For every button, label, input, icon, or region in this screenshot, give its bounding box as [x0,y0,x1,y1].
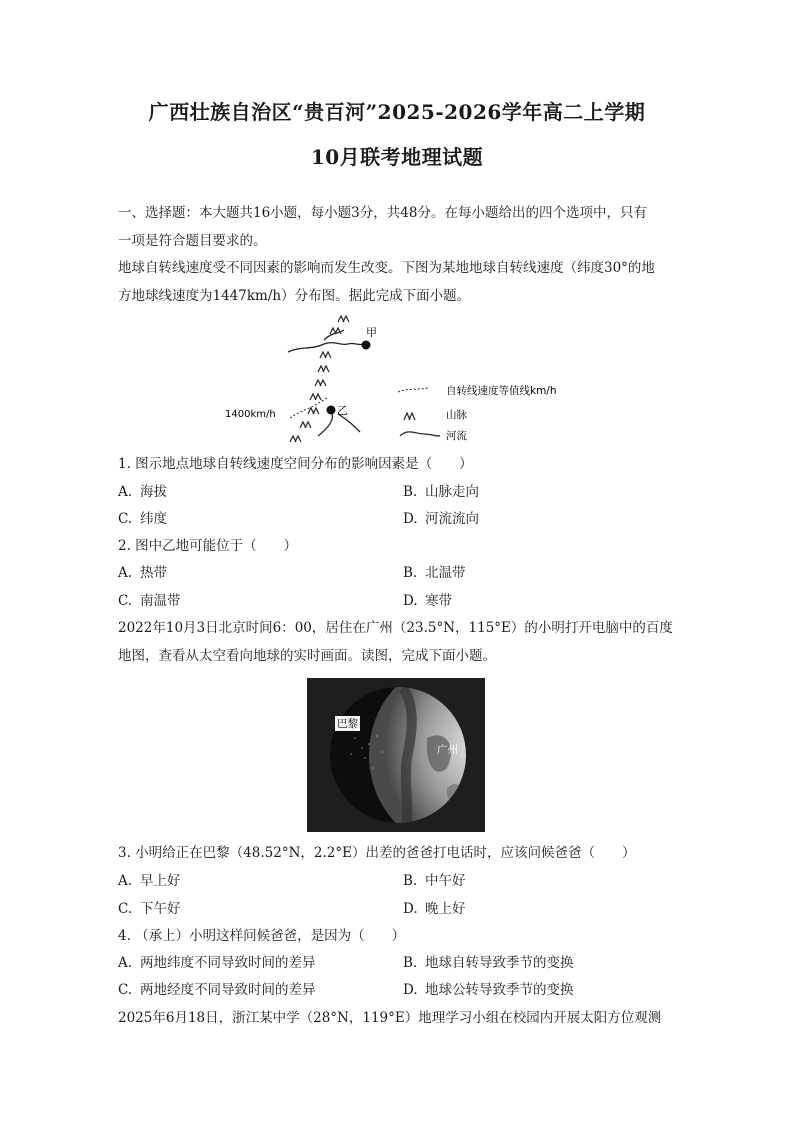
label-paris: 巴黎 [337,718,358,730]
material1-line1: 地球自转线速度受不同因素的影响而发生改变。下图为某地地球自转线速度（纬度30°的地 [118,260,655,276]
mountain-range [290,316,349,442]
q4-option-d: D. 地球公转导致季节的变换 [403,982,574,998]
river [288,330,366,436]
q3-option-b: B. 中午好 [403,873,466,889]
q4-option-a: A. 两地纬度不同导致时间的差异 [118,955,316,971]
q3-option-a: A. 早上好 [118,873,181,889]
section-instructions-line2: 一项是符合题目要求的。 [118,233,267,249]
q3-stem: 3. 小明给正在巴黎（48.52°N，2.2°E）出差的爸爸打电话时，应该问候爸爸（ ） [118,845,636,861]
q2-option-c: C. 南温带 [118,593,181,609]
q2-option-d: D. 寒带 [403,593,452,609]
q3-option-d: D. 晚上好 [403,901,466,917]
material1-line2: 方地球线速度为1447km/h）分布图。据此完成下面小题。 [118,288,471,304]
q1-option-d: D. 河流流向 [403,511,479,527]
legend-river-symbol [400,432,440,436]
q2-option-b: B. 北温带 [403,565,466,581]
legend-mountain-label: 山脉 [446,409,467,421]
map-legend [398,384,557,442]
q4-stem: 4. （承上）小明这样问候爸爸，是因为（ ） [118,928,406,944]
rotation-speed-map [220,310,590,450]
q2-option-a: A. 热带 [118,565,167,581]
isoline [290,398,328,418]
q1-stem: 1. 图示地点地球自转线速度空间分布的影响因素是（ ） [118,456,473,472]
earth-from-space-image [307,678,485,832]
label-jia: 甲 [366,326,377,339]
q2-stem: 2. 图中乙地可能位于（ ） [118,538,298,554]
q1-option-b: B. 山脉走向 [403,484,479,500]
label-guangzhou: 广州 [437,744,458,756]
material3-line1: 2025年6月18日，浙江某中学（28°N，119°E）地理学习小组在校园内开展太阳方位观测 [118,1010,662,1026]
q4-option-b: B. 地球自转导致季节的变换 [403,955,574,971]
legend-isoline-label: 自转线速度等值线km/h [446,385,557,397]
label-yi: 乙 [337,404,348,417]
q1-option-c: C. 纬度 [118,511,167,527]
earth-globe [307,678,485,832]
q4-option-c: C. 两地经度不同导致时间的差异 [118,982,316,998]
section-instructions-line1: 一、选择题：本大题共16小题，每小题3分，共48分。在每小题给出的四个选项中，只有 [118,205,647,221]
legend-river-label: 河流 [446,430,467,442]
q3-option-c: C. 下午好 [118,901,181,917]
material2-line1: 2022年10月3日北京时间6：00，居住在广州（23.5°N，115°E）的小明打开电脑中的百度 [118,620,673,636]
legend-mountain-symbol [404,413,415,420]
point-yi [327,406,336,415]
material2-line2: 地图，查看从太空看向地球的实时画面。读图，完成下面小题。 [118,648,496,664]
exam-title-line2: 10月联考地理试题 [310,145,484,169]
legend-isoline-symbol [398,388,428,392]
exam-title-line1: 广西壮族自治区“贵百河”2025-2026学年高二上学期 [148,100,646,124]
isoline-value-label: 1400km/h [225,409,276,420]
q1-option-a: A. 海拔 [118,484,167,500]
point-jia [362,341,371,350]
